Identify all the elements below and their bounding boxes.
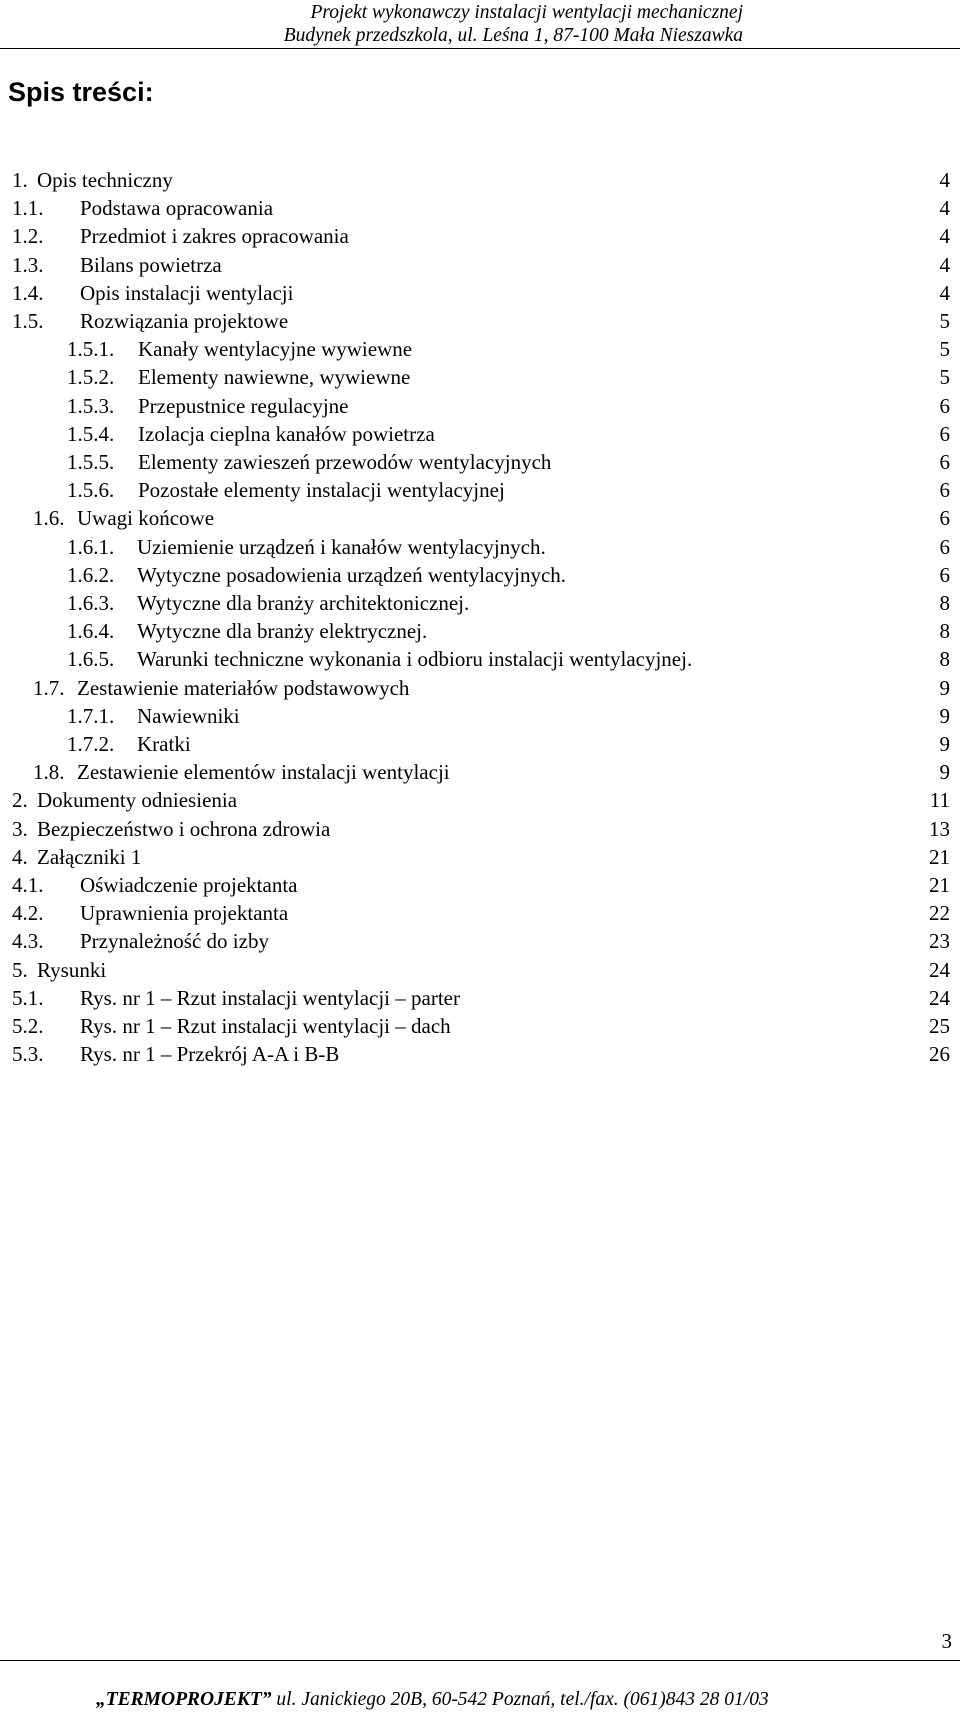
toc-entry-label: Bezpieczeństwo i ochrona zdrowia [37,816,331,841]
toc-entry-label: Rys. nr 1 – Rzut instalacji wentylacji – parter [80,985,460,1010]
toc-entry-page: 24 [929,957,950,982]
toc-entry-label: Elementy zawieszeń przewodów wentylacyjnych [138,450,552,474]
toc-entry-number: 4. [12,844,28,869]
toc-entry-number: 1.4. [12,280,44,305]
toc-entry-number: 5.1. [12,985,44,1010]
toc-entry-number: 2. [12,788,28,813]
toc-entry[interactable] [0,278,960,308]
toc-entry-label: Elementy nawiewne, wywiewne [138,365,411,390]
toc-entry-number: 4.1. [12,873,44,897]
toc-entry-label: Załączniki 1 [37,844,142,869]
toc-entry-page: 8 [939,647,950,672]
toc-entry-number: 1.5. [12,309,44,333]
toc-entry[interactable] [0,955,960,985]
toc-entry-page: 4 [939,252,950,277]
toc-entry-number: 5.3. [12,1042,44,1067]
toc-entry[interactable] [0,391,960,421]
toc-entry-page: 6 [939,534,950,559]
toc-entry-label: Kratki [137,732,191,756]
toc-entry[interactable] [0,334,960,364]
toc-entry[interactable] [0,870,960,900]
toc-entry-page: 4 [939,280,950,305]
toc-entry[interactable] [0,362,960,392]
toc-entry-label: Nawiewniki [137,703,240,728]
page-title: Spis treści: [8,77,154,107]
toc-entry-page: 24 [929,985,950,1010]
toc-entry[interactable] [0,419,960,449]
toc-entry-page: 23 [929,929,950,954]
toc-entry[interactable] [0,221,960,251]
toc-entry-label: Oświadczenie projektanta [80,873,298,897]
toc-entry[interactable] [0,1039,960,1069]
footer-company-address: ul. Janickiego 20B, 60-542 Poznań, tel./fax. (061)843 28 01/03 [271,1689,769,1710]
toc-entry[interactable] [0,644,960,674]
toc-entry[interactable] [0,814,960,844]
toc-entry-page: 5 [939,337,950,362]
toc-entry[interactable] [0,250,960,280]
toc-entry[interactable] [0,673,960,703]
toc-entry-page: 4 [939,196,950,221]
toc-entry-page: 8 [939,619,950,644]
toc-entry[interactable] [0,447,960,477]
toc-entry[interactable] [0,165,960,195]
footer-divider [0,1660,960,1661]
toc-entry-number: 1.6.5. [67,647,115,672]
toc-entry-label: Opis instalacji wentylacji [80,280,294,305]
toc-entry-label: Przepustnice regulacyjne [138,393,349,418]
toc-entry-number: 5. [12,957,28,982]
toc-entry-page: 6 [939,562,950,587]
toc-entry-page: 4 [939,224,950,249]
toc-entry[interactable] [0,616,960,646]
page-header [0,0,960,50]
toc-entry-label: Podstawa opracowania [80,196,274,221]
toc-entry-page: 26 [929,1042,950,1067]
toc-entry-page: 22 [929,901,950,926]
toc-entry-page: 6 [939,450,950,474]
toc-entry-number: 1.8. [33,760,65,785]
header-project-title: Projekt wykonawczy instalacji wentylacji mechanicznej [310,2,743,23]
toc-entry-number: 1.6. [33,506,65,531]
toc-entry-label: Bilans powietrza [80,252,222,277]
toc-entry-label: Izolacja cieplna kanałów powietrza [138,421,435,446]
toc-entry[interactable] [0,701,960,731]
toc-entry-number: 1.1. [12,196,44,221]
toc-entry-label: Pozostałe elementy instalacji wentylacyjnej [138,478,505,503]
toc-entry-number: 1.6.1. [67,534,115,559]
toc-entry-label: Zestawienie elementów instalacji wentylacji [77,760,450,785]
toc-entry-label: Rozwiązania projektowe [80,309,289,333]
footer-company-name: „TERMOPROJEKT” [96,1689,272,1710]
toc-entry-number: 1.2. [12,224,44,249]
toc-entry-label: Przynależność do izby [80,929,269,954]
toc-entry-page: 21 [929,873,950,897]
toc-entry-label: Warunki techniczne wykonania i odbioru instalacji wentylacyjnej. [137,647,693,672]
toc-entry[interactable] [0,532,960,562]
toc-entry-number: 5.2. [12,1014,44,1038]
page-footer [96,1690,769,1710]
toc-entry-number: 1.5.6. [67,478,115,503]
toc-entry-number: 1. [12,168,28,192]
toc-entry-label: Wytyczne dla branży architektonicznej. [137,591,470,615]
toc-entry-number: 1.5.3. [67,393,115,418]
toc-entry-label: Opis techniczny [37,168,173,192]
toc-entry-number: 1.7.1. [67,703,115,728]
toc-entry-page: 21 [929,844,950,869]
toc-entry[interactable] [0,842,960,872]
toc-entry[interactable] [0,193,960,223]
toc-entry-number: 1.5.1. [67,337,115,362]
toc-entry-page: 6 [939,506,950,531]
toc-entry-label: Przedmiot i zakres opracowania [80,224,349,249]
toc-entry-label: Uwagi końcowe [77,506,215,531]
header-building-address: Budynek przedszkola, ul. Leśna 1, 87-100 Mała Nieszawka [283,25,743,46]
toc-entry-number: 1.5.4. [67,421,115,446]
toc-entry-label: Zestawienie materiałów podstawowych [77,675,410,700]
toc-entry[interactable] [0,785,960,815]
toc-entry[interactable] [0,588,960,618]
toc-entry[interactable] [0,898,960,928]
toc-entry-number: 1.6.4. [67,619,115,644]
toc-entry-label: Wytyczne posadowienia urządzeń wentylacyjnych. [137,562,567,587]
toc-entry-page: 9 [939,703,950,728]
toc-entry-page: 9 [939,732,950,756]
toc-entry-number: 3. [12,816,28,841]
toc-entry[interactable] [0,306,960,336]
toc-entry[interactable] [0,757,960,787]
page-number: 3 [941,1629,952,1653]
toc-entry-number: 4.3. [12,929,44,954]
toc-entry-number: 1.6.3. [67,591,115,615]
toc-entry-number: 1.3. [12,252,44,277]
toc-entry-page: 6 [939,393,950,418]
toc-entry-label: Rys. nr 1 – Rzut instalacji wentylacji – dach [80,1014,451,1038]
toc-entry-number: 1.5.5. [67,450,115,474]
toc-entry-number: 4.2. [12,901,44,926]
toc-entry-page: 9 [939,675,950,700]
toc-entry-label: Dokumenty odniesienia [37,788,238,813]
header-divider [0,48,960,49]
toc-entry-label: Rys. nr 1 – Przekrój A-A i B-B [80,1042,340,1067]
toc-entry-page: 6 [939,421,950,446]
toc-entry[interactable] [0,1011,960,1041]
toc-entry-page: 4 [939,168,950,192]
toc-entry-label: Uprawnienia projektanta [80,901,289,926]
toc-entry[interactable] [0,475,960,505]
toc-entry-page: 11 [929,788,950,813]
toc-entry-number: 1.6.2. [67,562,115,587]
toc-entry-label: Rysunki [37,957,107,982]
toc-entry-label: Wytyczne dla branży elektrycznej. [137,619,428,644]
toc-entry-label: Uziemienie urządzeń i kanałów wentylacyjnych. [137,534,546,559]
toc-entry[interactable] [0,926,960,956]
toc-entry-page: 5 [939,309,950,333]
toc-entry-label: Kanały wentylacyjne wywiewne [138,337,413,362]
toc-entry-page: 8 [939,591,950,615]
toc-entry[interactable] [0,503,960,533]
toc-entry-number: 1.7. [33,675,65,700]
toc-entry[interactable] [0,729,960,759]
toc-entry-page: 6 [939,478,950,503]
toc-entry-page: 25 [929,1014,950,1038]
toc-entry-page: 5 [939,365,950,390]
toc-entry-page: 9 [939,760,950,785]
toc-entry-page: 13 [929,816,950,841]
toc-entry[interactable] [0,983,960,1013]
toc-entry-number: 1.5.2. [67,365,115,390]
toc-entry-number: 1.7.2. [67,732,115,756]
toc-entry[interactable] [0,560,960,590]
